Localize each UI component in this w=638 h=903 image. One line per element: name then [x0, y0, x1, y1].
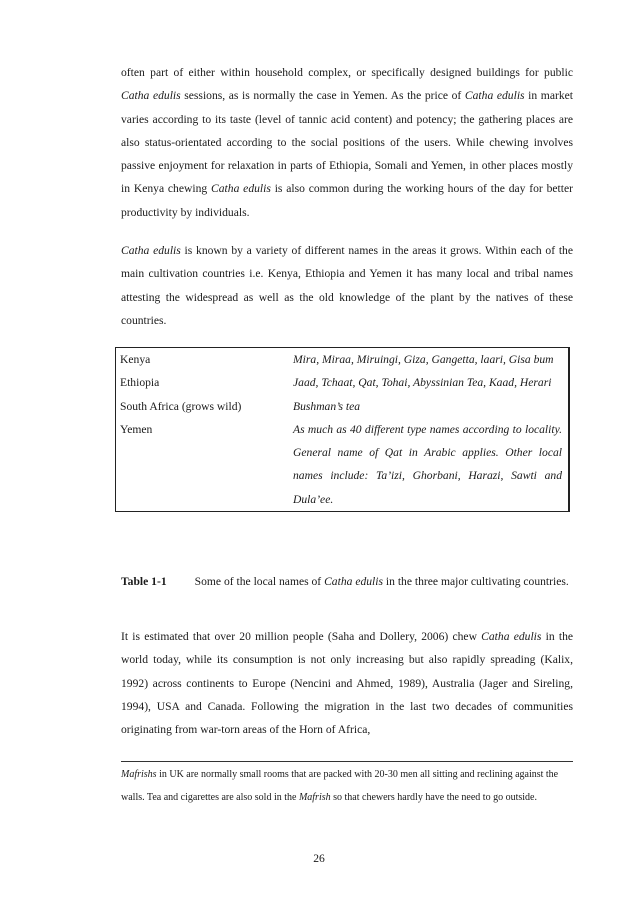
paragraph-text: in market varies according to its taste (level of tannic acid content) and potency; the gathering places are also status-orientated according to the social positions of the users. While chewing involves passive enjoyment for relaxation in parts of Ethiopia, Somali and Yemen, in other places mostly in Kenya chewing — [121, 89, 573, 196]
caption-text: in the three major cultivating countries. — [383, 575, 569, 588]
table-row — [116, 371, 570, 394]
caption-text: Some of the local names of — [194, 575, 325, 588]
names-cell: Bushman’s tea — [293, 399, 361, 413]
italic-term: Catha edulis — [211, 182, 271, 196]
paragraph-text: It is estimated that over 20 million people (Saha and Dollery, 2006) chew — [121, 630, 482, 643]
footnote-divider — [121, 761, 573, 762]
table-caption — [121, 573, 573, 591]
table-row — [116, 418, 570, 512]
table-row — [116, 348, 570, 372]
paragraph-text: often part of either within household complex, or specifically designed buildings for public — [121, 66, 573, 79]
paragraph-3 — [121, 625, 573, 741]
page-number: 26 — [313, 852, 325, 865]
footnote-text: in UK are normally small rooms that are packed with 20-30 men all sitting and reclining against the walls. Tea and cigarettes are also sold in the — [121, 769, 559, 803]
italic-term: Catha edulis — [324, 575, 384, 588]
country-cell: Kenya — [120, 353, 151, 366]
paragraph-text: is also common during the working hours of the day for better productivity by individuals. — [121, 182, 573, 219]
caption-label: Table 1-1 — [121, 575, 167, 588]
table-row — [116, 395, 570, 418]
italic-term: Mafrish — [298, 791, 331, 803]
paragraph-text: sessions, as is normally the case in Yemen. As the price of — [180, 89, 465, 103]
italic-term: Catha edulis — [481, 630, 542, 643]
italic-term: Mafrishs — [121, 769, 157, 780]
paragraph-1 — [121, 61, 573, 224]
paragraph-text: in the world today, while its consumption is not only increasing but also rapidly spreading (Kalix, 1992) across continents to Europe (Nencini and Ahmed, 1989), Australia (Jager and Sireling, 1994), USA and Canada. Following the migration in the last two decades of communities originating from war-torn areas of the Horn of Africa, — [121, 630, 574, 737]
names-cell: Mira, Miraa, Miruingi, Giza, Gangetta, laari, Gisa bum — [293, 353, 554, 366]
italic-term: Catha edulis — [121, 244, 181, 257]
local-names-table — [115, 347, 570, 512]
country-cell: Yemen — [120, 422, 153, 436]
footnote — [121, 764, 573, 809]
paragraph-2 — [121, 239, 573, 332]
names-cell: As much as 40 different type names according to locality. General name of Qat in Arabic applies. Other local names include: Ta’izi, Ghorbani, Harazi, Sawti and Dula’ee. — [293, 422, 562, 506]
italic-term: Catha edulis — [464, 89, 525, 103]
country-cell: South Africa (grows wild) — [120, 399, 242, 413]
footnote-text: so that chewers hardly have the need to go outside. — [330, 791, 537, 803]
names-cell: Jaad, Tchaat, Qat, Tohai, Abyssinian Tea, Kaad, Herari — [293, 376, 552, 390]
country-cell: Ethiopia — [120, 376, 160, 390]
paragraph-text: is known by a variety of different names in the areas it grows. Within each of the main cultivation countries i.e. Kenya, Ethiopia and Yemen it has many local and tribal names attesting the widespread as well as the old knowledge of the plant by the natives of these countries. — [121, 244, 573, 327]
italic-term: Catha edulis — [121, 89, 181, 103]
